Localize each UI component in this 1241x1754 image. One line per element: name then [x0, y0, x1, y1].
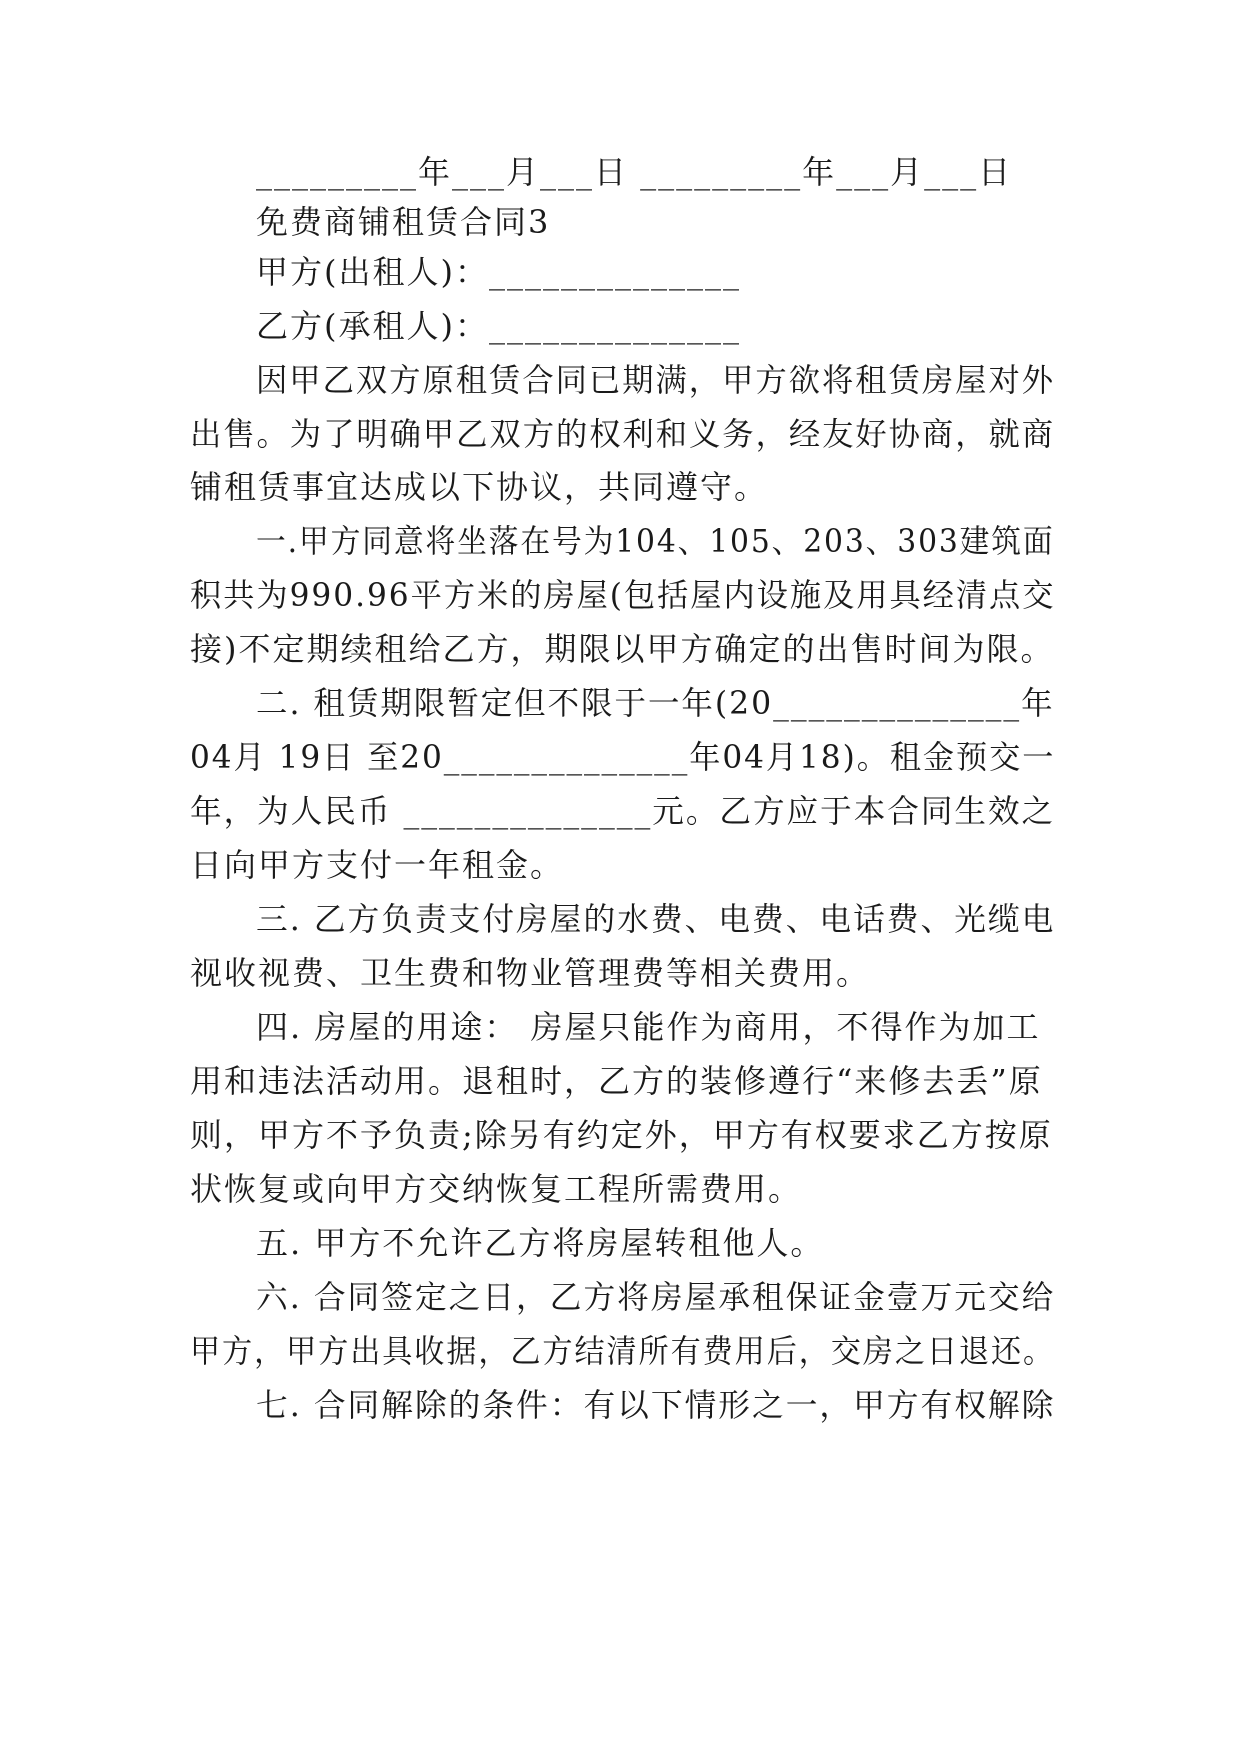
clause-4-line: 状恢复或向甲方交纳恢复工程所需费用。	[190, 1170, 803, 1208]
clause-4-line: 用和违法活动用。退租时，乙方的装修遵行“来修去丢”原	[190, 1062, 1043, 1100]
contract-title: 免费商铺租赁合同3	[256, 203, 551, 241]
clause-1-line: 接)不定期续租给乙方，期限以甲方确定的出售时间为限。	[190, 630, 1055, 668]
clause-1-line: 一.甲方同意将坐落在号为104、105、203、303建筑面	[256, 522, 1055, 560]
clause-2-line: 二. 租赁期限暂定但不限于一年(20______________年	[256, 684, 1055, 722]
clause-6-line: 六. 合同签定之日，乙方将房屋承租保证金壹万元交给	[256, 1278, 1056, 1316]
clause-3-line: 三. 乙方负责支付房屋的水费、电费、电话费、光缆电	[256, 900, 1056, 938]
clause-1-line: 积共为990.96平方米的房屋(包括屋内设施及用具经清点交	[190, 576, 1056, 614]
clause-3-line: 视收视费、卫生费和物业管理费等相关费用。	[190, 954, 871, 992]
party-a-line: 甲方(出租人)：______________	[256, 253, 741, 291]
intro-line: 出售。为了明确甲乙双方的权利和义务，经友好协商，就商	[190, 415, 1056, 453]
clause-4-line: 四. 房屋的用途： 房屋只能作为商用，不得作为加工	[256, 1008, 1041, 1046]
intro-line: 因甲乙双方原租赁合同已期满，甲方欲将租赁房屋对外	[256, 361, 1056, 399]
clause-2-line: 日向甲方支付一年租金。	[190, 846, 565, 884]
clause-5-line: 五. 甲方不允许乙方将房屋转租他人。	[256, 1224, 825, 1262]
clause-2-line: 年，为人民币 ______________元。乙方应于本合同生效之	[190, 792, 1056, 830]
party-b-line: 乙方(承租人)：______________	[256, 307, 741, 345]
clause-4-line: 则，甲方不予负责;除另有约定外，甲方有权要求乙方按原	[190, 1116, 1053, 1154]
clause-7-line: 七. 合同解除的条件：有以下情形之一，甲方有权解除	[256, 1386, 1056, 1424]
intro-line: 铺租赁事宜达成以下协议，共同遵守。	[190, 468, 769, 506]
clause-6-line: 甲方，甲方出具收据，乙方结清所有费用后，交房之日退还。	[190, 1332, 1056, 1370]
date-line: _________年___月___日 _________年___月___日	[256, 153, 1013, 191]
clause-2-line: 04月 19日 至20______________年04月18)。租金预交一	[190, 738, 1056, 776]
